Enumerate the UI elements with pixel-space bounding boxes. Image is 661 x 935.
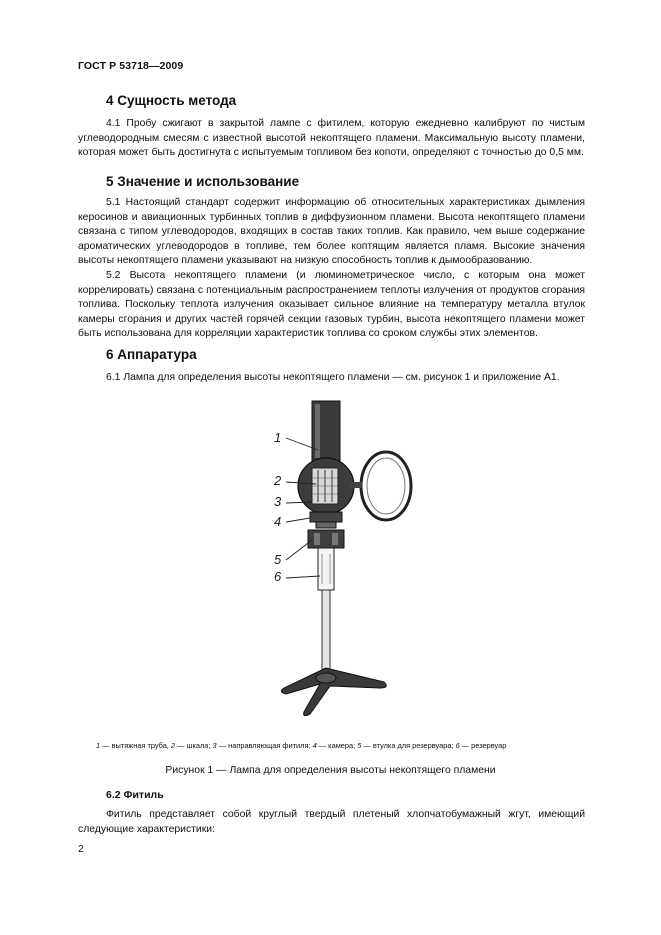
paragraph-5-1: 5.1 Настоящий стандарт содержит информацию об относительных характеристиках дымления керосинов и авиационных турбинных топлив в диффузионном пламени. Высота некоптящего пламени связана с типом углеводородов, входящих в состав таких топлив. Как правило, чем выше содержание ароматических углеводородов в топливе, тем более коптящим является пламя. Высокие значения высоты некоптящего пламени указывают на низкую способность топлив к дымообразованию. — [78, 197, 585, 267]
reservoir-shape — [318, 548, 334, 590]
paragraph-5-2: 5.2 Высота некоптящего пламени (и люминометрическое число, с которым она может коррелировать) связана с потенциальным распространением теплоты излучения от продуктов сгорания топлива. Поскольку теплота излучения оказывает сильное влияние на температуру металла втулок камеры сгорания и других частей горячей секции газовых турбин, высота некоптящего пламени может быть использована для корреляции характеристик топлива со сроком службы этих элементов. — [78, 270, 585, 340]
page-number: 2 — [78, 843, 84, 855]
figure-legend — [96, 741, 506, 750]
legend-item: 1 — вытяжная труба, — [96, 741, 171, 750]
figure-callouts — [273, 430, 282, 584]
door-ring-shape — [361, 452, 411, 520]
legend-item: 5 — втулка для резервуара; — [357, 741, 456, 750]
legend-item: 4 — камера; — [312, 741, 358, 750]
callout-2: 2 — [274, 473, 282, 488]
callout-5: 5 — [274, 552, 282, 567]
paragraph-6-1: 6.1 Лампа для определения высоты некоптящего пламени — см. рисунок 1 и приложение А1. — [106, 372, 560, 383]
document-header: ГОСТ Р 53718—2009 — [78, 60, 184, 72]
section-4-title: 4 Сущность метода — [106, 93, 237, 108]
paragraph-4-1: 4.1 Пробу сжигают в закрытой лампе с фитилем, которую ежедневно калибруют по чистым углеводородным смесям с известной высотой некоптящего пламени. Максимальную высоту пламени, которая может быть достигнута с испытуемым топливом без копоти, определяют с точностью до 0,5 мм. — [78, 118, 585, 159]
lamp-illustration — [270, 398, 420, 718]
sleeve-shape — [308, 530, 344, 548]
callout-6: 6 — [274, 569, 282, 584]
legend-item: 2 — шкала; — [170, 741, 213, 750]
section-6-2-title: 6.2 Фитиль — [106, 789, 164, 801]
figure-caption: Рисунок 1 — Лампа для определения высоты некоптящего пламени — [165, 765, 496, 776]
legend-item: 6 — резервуар — [455, 741, 507, 750]
legend-item: 3 — направляющая фитиля; — [212, 741, 313, 750]
callout-4: 4 — [274, 514, 282, 529]
lamp-figure — [270, 398, 420, 723]
callout-1: 1 — [274, 430, 282, 445]
section-5-title: 5 Значение и использование — [106, 174, 300, 189]
section-6-title: 6 Аппаратура — [106, 347, 197, 362]
paragraph-6-2: Фитиль представляет собой круглый твердый плетеный хлопчатобумажный жгут, имеющий следующие характеристики: — [78, 809, 585, 835]
callout-3: 3 — [274, 494, 282, 509]
